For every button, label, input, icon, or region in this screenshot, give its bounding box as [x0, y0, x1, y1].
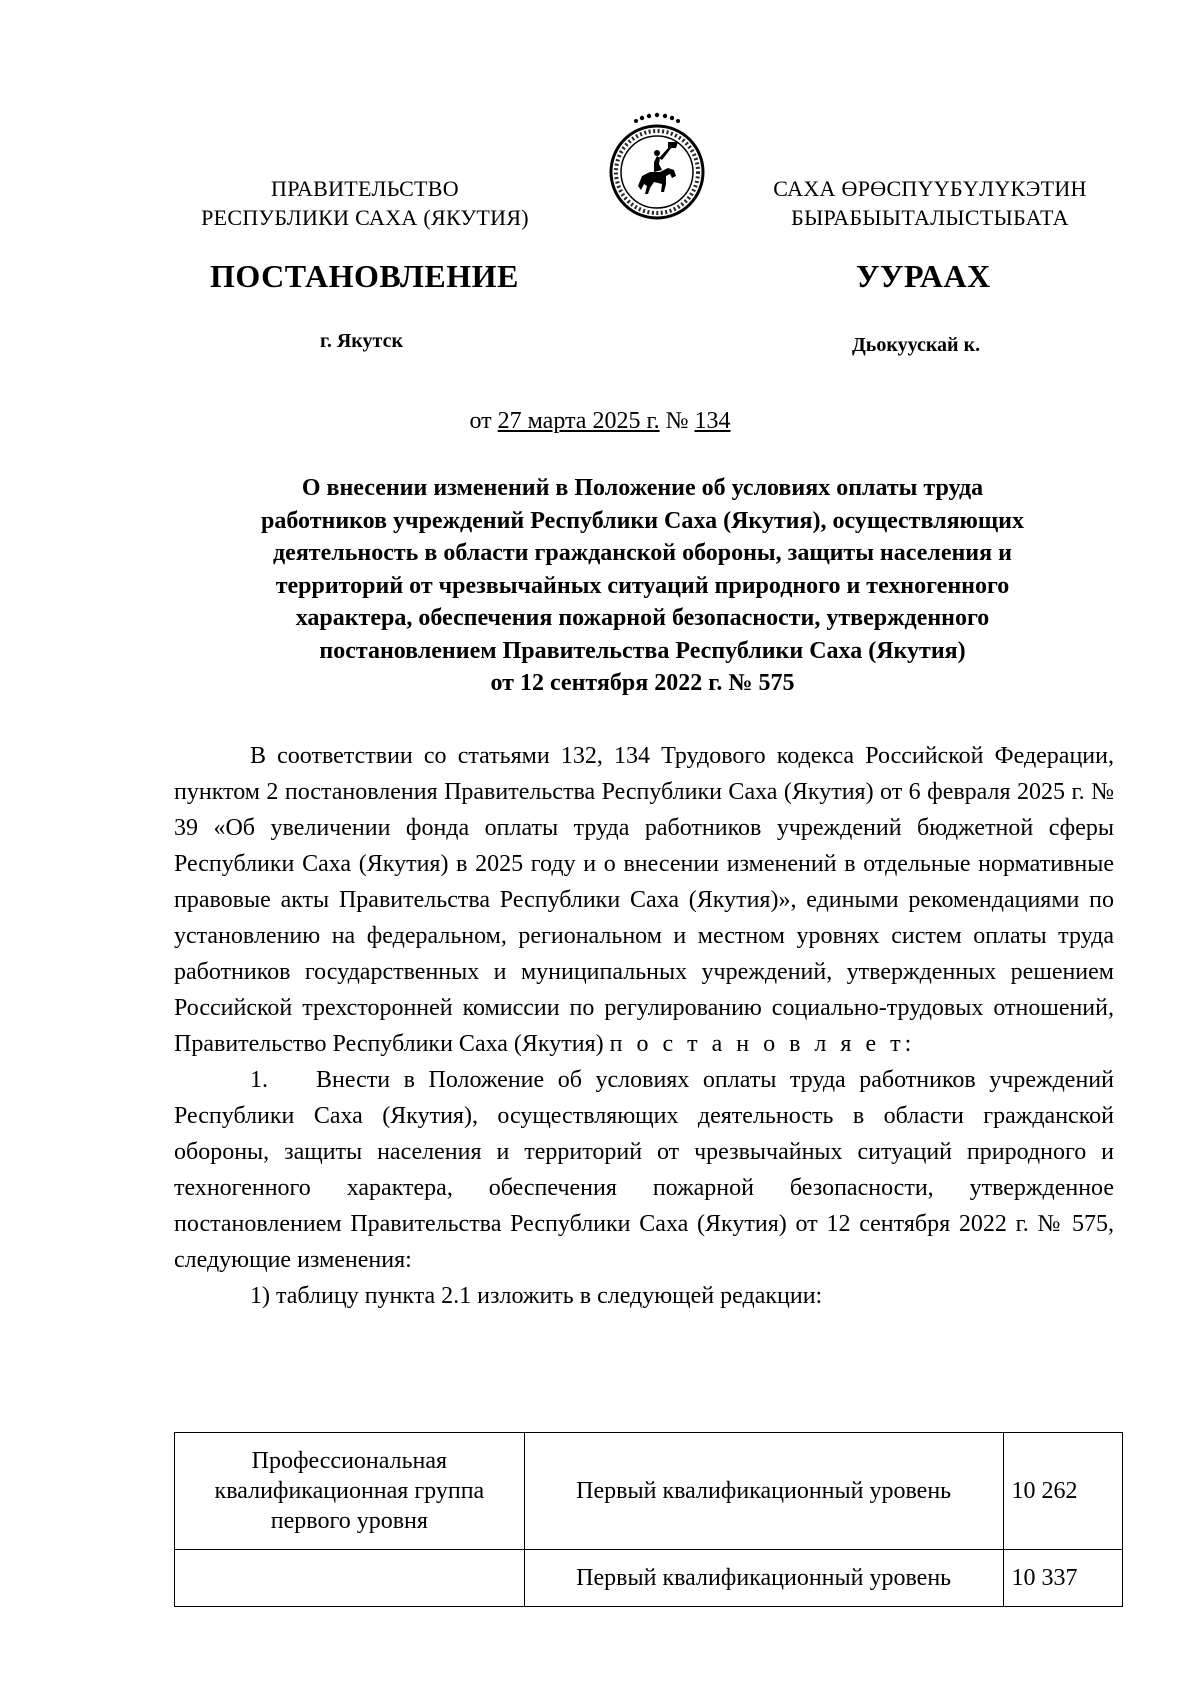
table-cell-level: Первый квалификационный уровень [524, 1550, 1003, 1607]
doc-type-left: ПОСТАНОВЛЕНИЕ [210, 258, 519, 294]
header-left-line2: РЕСПУБЛИКИ САХА (ЯКУТИЯ) [201, 205, 529, 230]
date-line [0, 408, 1200, 435]
title-line: О внесении изменений в Положение об условиях оплаты труда [301, 475, 984, 501]
resolves-word: п о с т а н о в л я е т: [609, 1031, 916, 1057]
header-left [170, 174, 560, 232]
title-line: от 12 сентября 2022 г. № 575 [490, 670, 795, 696]
title-line: постановлением Правительства Республики Саха (Якутия) [319, 637, 966, 664]
header-right [740, 174, 1120, 232]
decree-number: 134 [694, 408, 731, 434]
title-line: работников учреждений Республики Саха (Якутия), осуществляющих [261, 507, 1024, 534]
table-row [175, 1550, 1123, 1607]
decree-date: 27 марта 2025 г. [497, 408, 660, 434]
decree-title [170, 472, 1115, 700]
title-line: деятельность в области гражданской обороны, защиты населения и [273, 540, 1012, 566]
city-left: г. Якутск [320, 330, 403, 352]
doc-type-right: УУРААХ [856, 258, 991, 294]
item-1-text: Внести в Положение об условиях оплаты труда работников учреждений Республики Саха (Якутия), осуществляющих деятельность в области гражданской обороны, защиты населения и территорий от чрезвычайных ситуаций природного и техногенного характера, обеспечения пожарной безопасности, утвержденное постановлением Правительства Республики Саха (Якутия) от 12 сентября 2022 г. № 575, следующие изменения: [174, 1067, 1114, 1273]
table-row [175, 1433, 1123, 1550]
header-right-line2: БЫРАБЫЫТАЛЫСТЫБАТА [791, 205, 1069, 230]
item-1-number: 1. [250, 1067, 268, 1093]
title-line: характера, обеспечения пожарной безопасности, утвержденного [295, 605, 990, 631]
header-right-line1: САХА ӨРӨСПҮҮБҮЛҮКЭТИН [773, 176, 1087, 201]
title-line: территорий от чрезвычайных ситуаций природного и техногенного [275, 572, 1010, 599]
item-1 [174, 1062, 1114, 1278]
preamble-text: В соответствии со статьями 132, 134 Трудового кодекса Российской Федерации, пунктом 2 постановления Правительства Республики Саха (Якутия) от 6 февраля 2025 г. № 39 «Об увеличении фонда оплаты труда работников учреждений бюджетной сферы Республики Саха (Якутия) в 2025 году и о внесении изменений в отдельные нормативные правовые акты Правительства Республики Саха (Якутия)», едиными рекомендациями по установлению на федеральном, региональном и местном уровнях систем оплаты труда работников государственных и муниципальных учреждений, утвержденных решением Российской трехсторонней комиссии по регулированию социально-трудовых отношений, Правительство Республики Саха (Якутия) [174, 743, 1114, 1057]
number-sign: № [665, 408, 689, 434]
city-right: Дьокуускай к. [852, 334, 981, 356]
table-cell-group: Профессиональная квалификационная группа первого уровня [175, 1433, 525, 1550]
qualification-table [174, 1432, 1123, 1607]
table-cell-level: Первый квалификационный уровень [524, 1433, 1003, 1550]
decree-body [174, 738, 1114, 1314]
coat-of-arms-icon [602, 112, 712, 222]
header-left-line1: ПРАВИТЕЛЬСТВО [271, 176, 459, 201]
date-prefix: от [469, 408, 492, 434]
preamble-paragraph [174, 738, 1114, 1062]
table-cell-value: 10 337 [1003, 1550, 1122, 1607]
table-cell-group [175, 1550, 525, 1607]
table-cell-value: 10 262 [1003, 1433, 1122, 1550]
sub-item-1: 1) таблицу пункта 2.1 изложить в следующей редакции: [250, 1283, 823, 1309]
